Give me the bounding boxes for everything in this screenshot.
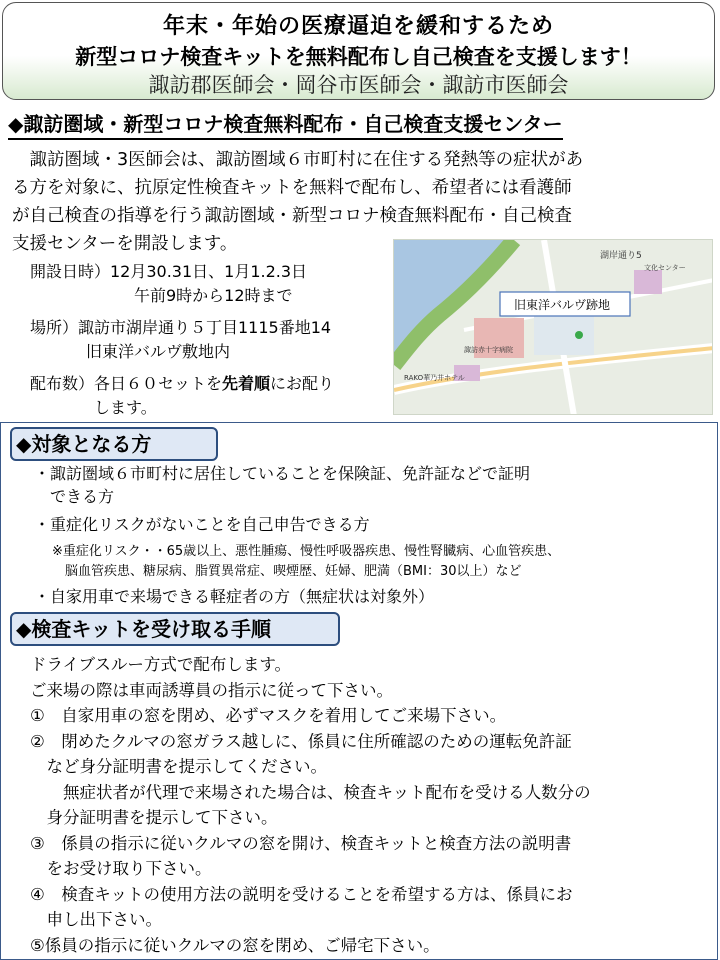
procedure-line: ドライブスルー方式で配布します。 — [30, 655, 292, 674]
count-line-2: します。 — [94, 398, 157, 417]
culture-label: 文化センター — [644, 264, 686, 272]
count-bold: 先着順 — [222, 374, 271, 393]
procedure-line: ⑤係員の指示に従いクルマの窓を閉め、ご帰宅下さい。 — [30, 935, 440, 955]
procedure-line: ① 自家用車の窓を閉め、必ずマスクを着用してご来場下さい。 — [30, 706, 507, 725]
header-line-2: 新型コロナ検査キットを無料配布し自己検査を支援します！ — [75, 45, 642, 69]
procedure-line: ③ 係員の指示に従いクルマの窓を開け、検査キットと検査方法の説明書 — [30, 833, 572, 853]
procedure-line: 無症状者が代理で来場された場合は、検査キット配布を受ける人数分の — [30, 782, 591, 802]
procedure-line: をお受け取り下さい。 — [30, 859, 212, 878]
intro-line: が自己検査の指導を行う諏訪圏域・新型コロナ検査無料配布・自己検査 — [12, 206, 572, 226]
procedure-list — [30, 652, 591, 958]
procedure-line: ④ 検査キットの使用方法の説明を受けることを希望する方は、係員にお — [30, 884, 573, 904]
header-line-1: 年末・年始の医療逼迫を緩和するため — [162, 14, 554, 39]
place-line: 場所）諏訪市湖岸通り５丁目1115番地14 — [30, 318, 332, 337]
section-title-center: ◆諏訪圏域・新型コロナ検査無料配布・自己検査支援センター — [8, 108, 563, 140]
targets-list — [34, 462, 560, 608]
count-post: にお配り — [270, 374, 335, 393]
dates-line: 開設日時）12月30.31日、1月1.2.3日 — [30, 262, 308, 281]
target-item: できる方 — [34, 487, 115, 506]
risk-note: ※重症化リスク・・65歳以上、悪性腫瘍、慢性呼吸器疾患、慢性腎臓病、心血管疾患、 — [52, 544, 561, 559]
target-item: ・諏訪圏域６市町村に居住していることを保険証、免許証などで証明 — [34, 464, 531, 483]
intro-line: 諏訪圏域・3医師会は、諏訪圏域６市町村に在住する発熱等の症状があ — [12, 150, 584, 170]
header-line-3: 諏訪郡医師会・岡谷市医師会・諏訪市医師会 — [148, 73, 569, 97]
callout-label: 旧東洋バルヴ跡地 — [514, 298, 611, 312]
target-item: ・自家用車で来場できる軽症者の方（無症状は対象外） — [34, 587, 435, 606]
procedure-line: 身分証明書を提示して下さい。 — [30, 808, 278, 827]
procedure-line: など身分証明書を提示してください。 — [30, 757, 327, 776]
location-pin-icon — [575, 331, 583, 339]
site-area — [534, 310, 594, 355]
count-pre: 配布数）各日６０セットを — [30, 374, 223, 393]
risk-note: 脳血管疾患、糖尿病、脂質異常症、喫煙歴、妊婦、肥満（BMI：30以上）など — [52, 564, 522, 579]
procedure-line: ご来場の際は車両誘導員の指示に従って下さい。 — [30, 680, 393, 700]
hotel-label: RAKO華乃井ホテル — [404, 374, 465, 382]
target-item: ・重症化リスクがないことを自己申告できる方 — [34, 515, 370, 534]
section-title-procedure: ◆検査キットを受け取る手順 — [10, 612, 340, 646]
street-label: 湖岸通り5 — [600, 251, 642, 261]
hospital-label: 諏訪赤十字病院 — [464, 346, 513, 354]
intro-line: る方を対象に、抗原定性検査キットを無料で配布し、希望者には看護師 — [12, 178, 572, 198]
info-block — [30, 260, 334, 420]
count-line — [30, 372, 334, 396]
procedure-line: 申し出下さい。 — [30, 910, 162, 929]
procedure-line: ② 閉めたクルマの窓ガラス越しに、係員に住所確認のための運転免許証 — [30, 731, 572, 751]
place-detail: 旧東洋バルヴ敷地内 — [86, 342, 231, 361]
section-title-targets: ◆対象となる方 — [10, 427, 218, 461]
map-graphic — [394, 240, 713, 415]
dates-time: 午前9時から12時まで — [134, 286, 293, 305]
location-map — [393, 239, 713, 415]
header-banner — [2, 2, 715, 100]
intro-line: 支援センターを開設します。 — [12, 234, 238, 254]
